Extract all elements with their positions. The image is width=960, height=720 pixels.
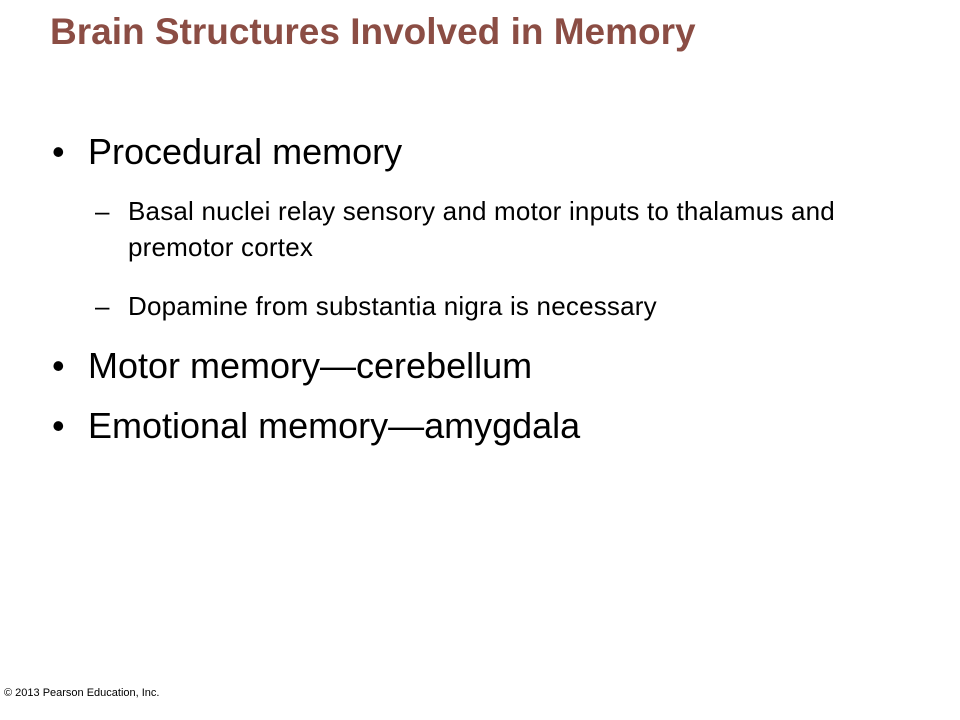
bullet-marker: • [52,131,65,172]
subitem-marker: – [95,291,110,321]
bullet-text: Procedural memory [88,131,403,172]
subitem-text: Basal nuclei relay sensory and motor inputs to thalamus and premotor cortex [128,196,835,262]
bullet-marker: • [52,345,65,386]
bullet-procedural-memory [52,130,402,174]
subitem-text: Dopamine from substantia nigra is necessary [128,291,657,321]
bullet-text: Emotional memory—amygdala [88,405,581,446]
bullet-motor-memory [52,344,532,388]
subitem-dopamine [95,288,915,324]
bullet-text: Motor memory—cerebellum [88,345,533,386]
copyright-footer: © 2013 Pearson Education, Inc. [4,687,160,699]
slide-title: Brain Structures Involved in Memory [50,11,696,52]
bullet-emotional-memory [52,404,580,448]
subitem-marker: – [95,196,110,226]
subitem-basal-nuclei [95,193,915,265]
bullet-marker: • [52,405,65,446]
